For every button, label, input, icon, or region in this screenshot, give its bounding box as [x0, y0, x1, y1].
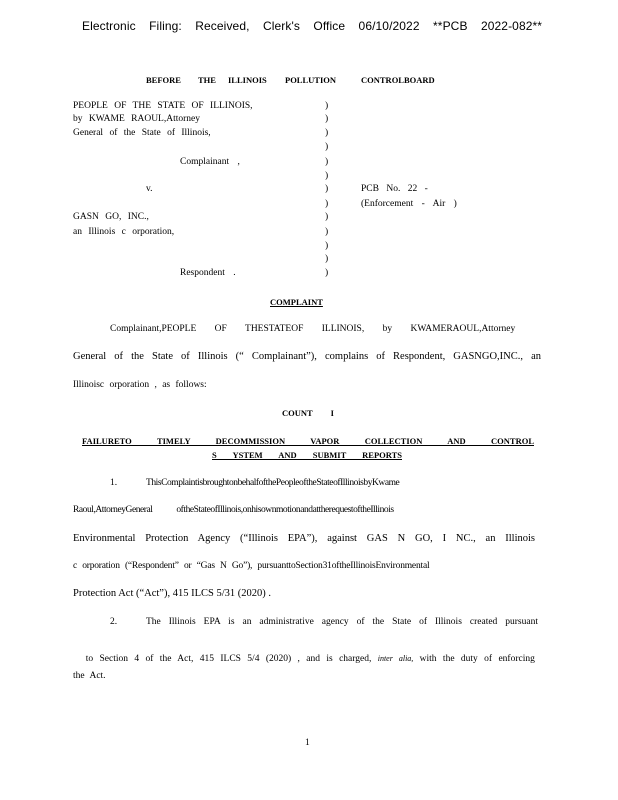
count-title: COUNT I: [282, 408, 334, 418]
board-header-the: THE: [198, 75, 216, 85]
caption-paren: ): [325, 101, 329, 111]
defendant-line-2: an Illinois c orporation,: [73, 227, 175, 237]
intro-line-1: Complainant,PEOPLE OF THESTATEOF ILLINOIS, by KWAMERAOUL,Attorney: [110, 324, 516, 334]
para2-number: 2.: [110, 617, 118, 627]
versus: v.: [146, 184, 153, 194]
intro-line-3: Illinoisc orporation , as follows:: [73, 380, 207, 390]
complaint-title: COMPLAINT: [270, 297, 323, 307]
para1-line-2: Raoul,AttorneyGeneral oftheStateofIllinois,onhisownmotionandattherequestoftheIllinois: [73, 505, 394, 515]
page-number: 1: [305, 738, 310, 748]
caption-paren: ): [325, 142, 329, 152]
filing-stamp: Electronic Filing: Received, Clerk's Office 06/10/2022 **PCB 2022-082**: [82, 19, 543, 33]
para2-line-1: The Illinois EPA is an administrative agency of the State of Illinois created pursuant: [146, 617, 538, 627]
board-header-pollution: POLLUTION: [285, 75, 337, 85]
plaintiff-line-3: General of the State of Illinois,: [73, 128, 211, 138]
caption-paren: ): [325, 171, 329, 181]
case-number: PCB No. 22 -: [361, 184, 428, 194]
para1-line-3: Environmental Protection Agency (“Illinois EPA”), against GAS N GO, I NC., an Illinois: [73, 533, 535, 544]
caption-paren: ): [325, 114, 329, 124]
plaintiff-line-2: by KWAME RAOUL,Attorney: [73, 114, 201, 124]
para2-line-2-end: with the duty of enforcing: [413, 654, 535, 664]
intro-line-2: General of the State of Illinois (“ Complainant”), complains of Respondent, GASNGO,INC., an: [73, 351, 541, 362]
defendant-line-1: GASN GO, INC.,: [73, 212, 149, 222]
caption-paren: ): [325, 157, 329, 167]
para1-number: 1.: [110, 478, 118, 488]
caption-paren: ): [325, 268, 329, 278]
count-heading-line-2: S YSTEM AND SUBMIT REPORTS: [212, 450, 402, 460]
board-header-before: BEFORE: [146, 75, 181, 85]
respondent-label: Respondent .: [180, 268, 236, 278]
caption-paren: ): [325, 212, 329, 222]
para2-line-2: [73, 644, 535, 664]
case-type: (Enforcement - Air ): [361, 199, 457, 209]
para2-line-2-start: to Section 4 of the Act, 415 ILCS 5/4 (2020) , and is charged,: [85, 654, 378, 664]
para2-inter-alia: inter alia,: [377, 654, 414, 663]
para1-line-1: ThisComplaintisbroughtonbehalfofthePeopleoftheStateofIllinoisbyKwame: [146, 478, 400, 488]
caption-paren: ): [325, 199, 329, 209]
complainant-label: Complainant ,: [180, 157, 240, 167]
caption-paren: ): [325, 254, 329, 264]
para1-line-5: Protection Act (“Act”), 415 ILCS 5/31 (2020) .: [73, 588, 272, 599]
para1-line-4: c orporation (“Respondent” or “Gas N Go”), pursuanttoSection31oftheIllinoisEnvironmental: [73, 561, 430, 571]
caption-paren: ): [325, 184, 329, 194]
plaintiff-line-1: PEOPLE OF THE STATE OF ILLINOIS,: [73, 101, 253, 111]
caption-paren: ): [325, 128, 329, 138]
board-header-illinois: ILLINOIS: [228, 75, 267, 85]
count-heading-line-1: FAILURETO TIMELY DECOMMISSION VAPOR COLLECTION AND CONTROL: [82, 436, 534, 446]
caption-paren: ): [325, 241, 329, 251]
caption-paren: ): [325, 227, 329, 237]
board-header-control-board: CONTROLBOARD: [361, 75, 435, 85]
para2-line-3: the Act.: [73, 671, 106, 681]
